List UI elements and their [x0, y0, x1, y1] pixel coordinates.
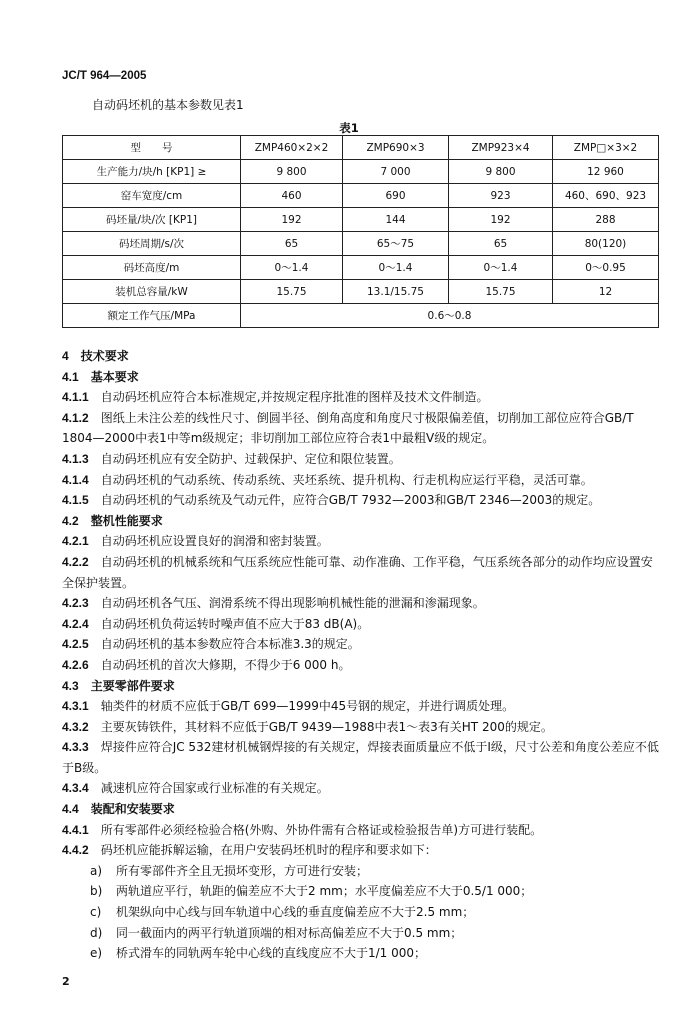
clause-number: 4.1	[62, 369, 79, 384]
table-cell: 生产能力/块/h [KP1] ≥	[63, 160, 241, 184]
table-header-row	[63, 136, 659, 160]
clause	[62, 387, 662, 408]
table-cell: 460、690、923	[553, 184, 659, 208]
table-cell: 15.75	[449, 280, 553, 304]
table-cell: 923	[449, 184, 553, 208]
section-heading	[62, 676, 662, 697]
table-cell: ZMP□×3×2	[553, 136, 659, 160]
clause-number: 4.4	[62, 802, 79, 817]
list-text: 同一截面内的两平行轨道顶端的相对标高偏差应不大于0.5 mm；	[116, 925, 463, 940]
intro-text: 自动码坯机的基本参数见表1	[92, 98, 244, 112]
table-cell: 15.75	[241, 280, 343, 304]
table-cell: 0～1.4	[449, 256, 553, 280]
table-cell: 288	[553, 208, 659, 232]
list-item	[62, 902, 662, 923]
table-cell: 码坯量/块/次 [KP1]	[63, 208, 241, 232]
table-cell: 装机总容量/kW	[63, 280, 241, 304]
table-cell: 0～1.4	[343, 256, 449, 280]
clause-number: 4.3	[62, 678, 79, 693]
section-heading	[62, 799, 662, 820]
list-text: 两轨道应平行，轨距的偏差应不大于2 mm；水平度偏差应不大于0.5/1 000；	[116, 884, 533, 899]
clause	[62, 696, 662, 717]
clause-text: 自动码坯机的首次大修期，不得少于6 000 h。	[100, 657, 351, 672]
clause-text: 减速机应符合国家或行业标准的有关规定。	[100, 781, 329, 796]
table-cell: 0～1.4	[241, 256, 343, 280]
table-cell: 65～75	[343, 232, 449, 256]
clause-text: 自动码坯机负荷运转时噪声值不应大于83 dB(A)。	[100, 616, 370, 631]
clause-number: 4.2.3	[62, 596, 89, 611]
table-cell: 65	[241, 232, 343, 256]
table-cell: ZMP923×4	[449, 136, 553, 160]
table-cell: 12	[553, 280, 659, 304]
table-cell: ZMP460×2×2	[241, 136, 343, 160]
clause-number: 4.1.5	[62, 493, 89, 508]
table-row	[63, 208, 659, 232]
section-heading	[62, 367, 662, 388]
list-label: a)	[90, 863, 103, 878]
clause-number: 4.3.3	[62, 740, 89, 755]
clause-text: 自动码坯机应符合本标准规定,并按规定程序批准的图样及技术文件制造。	[100, 390, 489, 405]
clause	[62, 552, 662, 593]
table-cell: 0～0.95	[553, 256, 659, 280]
table-cell: 144	[343, 208, 449, 232]
clause-number: 4.3.2	[62, 719, 89, 734]
clause-text: 自动码坯机的机械系统和气压系统应性能可靠、动作准确、工作平稳，气压系统各部分的动作均应设置安全保护装置。	[62, 554, 653, 590]
clause-number: 4.2.5	[62, 637, 89, 652]
table-cell: ZMP690×3	[343, 136, 449, 160]
clause-text: 焊接件应符合JC 532建材机械钢焊接的有关规定，焊接表面质量应不低于Ⅰ级，尺寸公差和角度公差应不低于B级。	[62, 740, 659, 775]
list-item	[62, 923, 662, 944]
clause	[62, 614, 662, 635]
page-number: 2	[62, 975, 70, 988]
clause-number: 4.4.2	[62, 843, 89, 858]
clause-number: 4.1.3	[62, 451, 89, 466]
section-heading	[62, 511, 662, 532]
table-cell: 690	[343, 184, 449, 208]
section-heading	[62, 346, 662, 367]
clause-number: 4.2.4	[62, 616, 89, 631]
table-cell: 7 000	[343, 160, 449, 184]
table-cell: 码坯周期/s/次	[63, 232, 241, 256]
table-row	[63, 280, 659, 304]
clause-text: 自动码坯机各气压、润滑系统不得出现影响机械性能的泄漏和渗漏现象。	[100, 596, 485, 611]
list-text: 机架纵向中心线与回车轨道中心线的垂直度偏差应不大于2.5 mm；	[116, 905, 475, 920]
clause-text: 自动码坯机应有安全防护、过载保护、定位和限位装置。	[100, 451, 401, 466]
clause-number: 4.3.4	[62, 781, 89, 796]
table-cell: 192	[241, 208, 343, 232]
table-cell: 65	[449, 232, 553, 256]
list-label: d)	[90, 925, 103, 940]
clause-text: 整机性能要求	[90, 513, 163, 528]
clause-number: 4.2.6	[62, 657, 89, 672]
clause-text: 装配和安装要求	[90, 802, 175, 817]
clause	[62, 408, 662, 449]
clause	[62, 840, 662, 861]
parameter-table	[62, 135, 659, 328]
table-cell: 13.1/15.75	[343, 280, 449, 304]
list-item	[62, 881, 662, 902]
table-row	[63, 184, 659, 208]
document-header: JC/T 964—2005	[62, 70, 147, 82]
clause-number: 4	[62, 349, 69, 363]
document-body	[62, 346, 662, 964]
clause-number: 4.1.2	[62, 410, 89, 425]
clause-text: 图纸上未注公差的线性尺寸、倒圆半径、倒角高度和角度尺寸极限偏差值，切削加工部位应符合GB/T 1804—2000中表1中等m级规定；非切削加工部位应符合表1中最粗V级的规定。	[62, 410, 634, 446]
clause-number: 4.3.1	[62, 699, 89, 714]
clause-number: 4.2.2	[62, 554, 89, 569]
clause-text: 技术要求	[80, 349, 129, 363]
clause	[62, 490, 662, 511]
clause	[62, 717, 662, 738]
clause-text: 自动码坯机的基本参数应符合本标准3.3的规定。	[100, 637, 360, 652]
clause-number: 4.2.1	[62, 534, 89, 549]
table-cell: 12 960	[553, 160, 659, 184]
table-cell: 80(120)	[553, 232, 659, 256]
table-row	[63, 160, 659, 184]
clause-text: 主要零部件要求	[90, 678, 175, 693]
table-row	[63, 256, 659, 280]
table-cell: 码坯高度/m	[63, 256, 241, 280]
table-caption: 表1	[339, 121, 359, 135]
clause-number: 4.4.1	[62, 822, 89, 837]
table-cell: 额定工作气压/MPa	[63, 304, 241, 328]
clause	[62, 655, 662, 676]
clause-text: 主要灰铸铁件，其材料不应低于GB/T 9439—1988中表1～表3有关HT 200的规定。	[100, 719, 553, 734]
clause	[62, 531, 662, 552]
table-cell: 型 号	[63, 136, 241, 160]
clause-text: 轴类件的材质不应低于GB/T 699—1999中45号钢的规定，并进行调质处理。	[100, 699, 515, 714]
clause-text: 所有零部件必须经检验合格(外购、外协件需有合格证或检验报告单)方可进行装配。	[100, 822, 543, 837]
clause	[62, 778, 662, 799]
list-label: c)	[90, 905, 102, 920]
clause-text: 码坯机应能拆解运输，在用户安装码坯机时的程序和要求如下：	[100, 843, 437, 858]
clause	[62, 737, 662, 778]
clause-text: 自动码坯机的气动系统及气动元件，应符合GB/T 7932—2003和GB/T 2346—2003的规定。	[100, 493, 601, 508]
table-row	[63, 304, 659, 328]
list-text: 所有零部件齐全且无损坏变形，方可进行安装；	[116, 863, 369, 878]
clause-text: 自动码坯机的气动系统、传动系统、夹坯系统、提升机构、行走机构应运行平稳，灵活可靠。	[100, 472, 593, 487]
clause	[62, 470, 662, 491]
list-text: 桥式滑车的同轨两车轮中心线的直线度应不大于1/1 000；	[116, 946, 427, 961]
clause	[62, 820, 662, 841]
table-row	[63, 232, 659, 256]
list-label: e)	[90, 946, 103, 961]
clause-text: 自动码坯机应设置良好的润滑和密封装置。	[100, 534, 329, 549]
list-item	[62, 861, 662, 882]
table-cell: 192	[449, 208, 553, 232]
list-item	[62, 943, 662, 964]
clause	[62, 449, 662, 470]
list-label: b)	[90, 884, 103, 899]
clause-number: 4.2	[62, 513, 79, 528]
clause	[62, 593, 662, 614]
clause-number: 4.1.4	[62, 472, 89, 487]
table-cell: 9 800	[241, 160, 343, 184]
clause-number: 4.1.1	[62, 390, 89, 405]
table-cell: 9 800	[449, 160, 553, 184]
table-cell: 0.6～0.8	[241, 304, 659, 328]
table-cell: 460	[241, 184, 343, 208]
table-cell: 窑车宽度/cm	[63, 184, 241, 208]
clause-text: 基本要求	[90, 369, 139, 384]
clause	[62, 634, 662, 655]
